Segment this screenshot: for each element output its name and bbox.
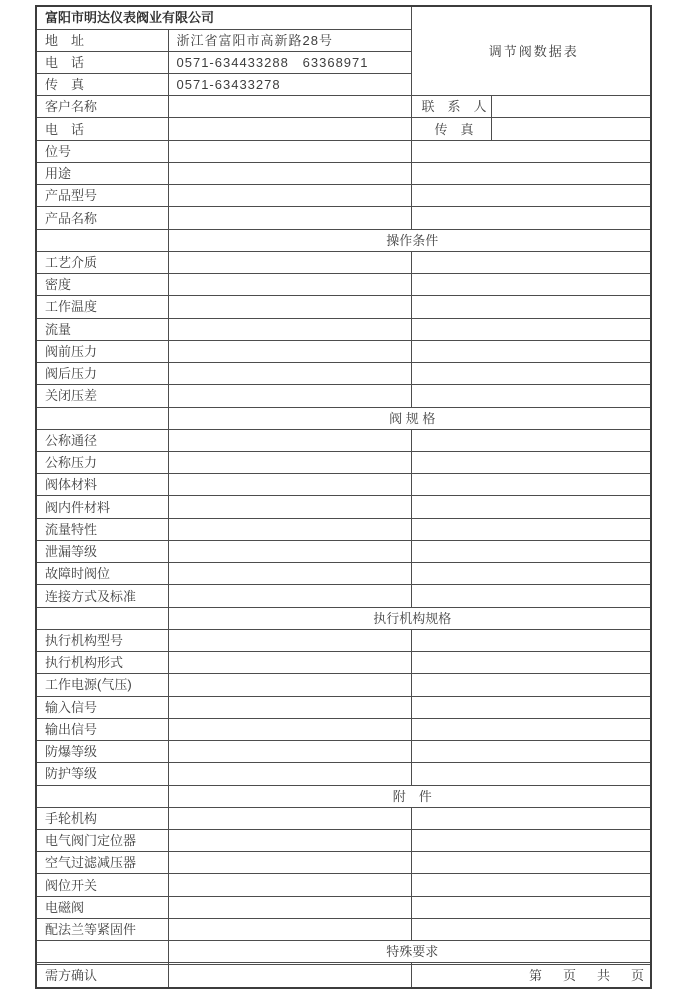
field-value — [411, 385, 651, 407]
field-value — [168, 451, 411, 473]
section-header: 特殊要求 — [168, 941, 651, 963]
table-row — [36, 964, 651, 988]
field-label: 传 真 — [411, 118, 491, 140]
field-label: 阀内件材料 — [36, 496, 168, 518]
field-label: 电磁阀 — [36, 896, 168, 918]
field-value — [411, 807, 651, 829]
empty-cell — [36, 785, 168, 807]
table-row — [36, 363, 651, 385]
document-title: 调节阀数据表 — [411, 6, 651, 96]
field-label: 公称通径 — [36, 429, 168, 451]
section-header: 操作条件 — [168, 229, 651, 251]
field-value — [168, 763, 411, 785]
field-label: 工艺介质 — [36, 251, 168, 273]
valve-datasheet — [35, 5, 652, 989]
field-value — [411, 585, 651, 607]
field-label: 泄漏等级 — [36, 540, 168, 562]
field-value — [168, 274, 411, 296]
company-name: 富阳市明达仪表阀业有限公司 — [36, 6, 411, 29]
field-label: 配法兰等紧固件 — [36, 918, 168, 940]
table-row — [36, 563, 651, 585]
field-value — [411, 896, 651, 918]
field-value — [411, 296, 651, 318]
field-value — [168, 563, 411, 585]
field-label: 手轮机构 — [36, 807, 168, 829]
field-label: 联 系 人 — [411, 96, 491, 118]
empty-cell — [36, 941, 168, 963]
field-value — [168, 496, 411, 518]
field-value — [168, 296, 411, 318]
table-row — [36, 741, 651, 763]
table-row — [36, 785, 651, 807]
field-value — [491, 96, 651, 118]
field-label: 输出信号 — [36, 718, 168, 740]
table-row — [36, 874, 651, 896]
field-value — [411, 318, 651, 340]
field-label: 电 话 — [36, 118, 168, 140]
field-value — [168, 829, 411, 851]
table-row — [36, 474, 651, 496]
field-value — [168, 140, 411, 162]
field-value — [168, 207, 411, 229]
table-row — [36, 540, 651, 562]
field-value — [411, 518, 651, 540]
field-value — [411, 629, 651, 651]
table-row — [36, 518, 651, 540]
field-label: 产品型号 — [36, 185, 168, 207]
table-row — [36, 429, 651, 451]
field-value: 浙江省富阳市高新路28号 — [168, 29, 411, 51]
field-value — [411, 162, 651, 184]
field-value — [411, 363, 651, 385]
field-value — [411, 874, 651, 896]
field-value — [411, 274, 651, 296]
table-row — [36, 451, 651, 473]
table-row — [36, 162, 651, 184]
empty-cell — [36, 229, 168, 251]
field-value — [411, 696, 651, 718]
field-value — [491, 118, 651, 140]
empty-cell — [36, 607, 168, 629]
table-row — [36, 229, 651, 251]
datasheet-table — [35, 5, 652, 989]
field-value — [411, 251, 651, 273]
section-header: 阀 规 格 — [168, 407, 651, 429]
table-row — [36, 6, 651, 29]
field-value — [168, 896, 411, 918]
field-label: 阀后压力 — [36, 363, 168, 385]
table-row — [36, 829, 651, 851]
field-label: 连接方式及标准 — [36, 585, 168, 607]
table-row — [36, 807, 651, 829]
table-row — [36, 607, 651, 629]
table-row — [36, 896, 651, 918]
field-value — [411, 763, 651, 785]
table-row — [36, 96, 651, 118]
field-label: 阀体材料 — [36, 474, 168, 496]
field-value — [411, 340, 651, 362]
empty-cell — [168, 964, 411, 988]
table-row — [36, 674, 651, 696]
field-label: 输入信号 — [36, 696, 168, 718]
field-label: 密度 — [36, 274, 168, 296]
field-value — [168, 718, 411, 740]
field-label: 电 话 — [36, 51, 168, 73]
field-value — [411, 718, 651, 740]
empty-cell — [36, 407, 168, 429]
field-label: 产品名称 — [36, 207, 168, 229]
table-row — [36, 629, 651, 651]
field-value — [168, 696, 411, 718]
field-value — [411, 852, 651, 874]
table-row — [36, 585, 651, 607]
field-label: 阀位开关 — [36, 874, 168, 896]
table-row — [36, 852, 651, 874]
field-label: 关闭压差 — [36, 385, 168, 407]
field-value — [168, 674, 411, 696]
field-value — [168, 540, 411, 562]
field-value — [168, 918, 411, 940]
field-value — [168, 318, 411, 340]
field-label: 电气阀门定位器 — [36, 829, 168, 851]
field-value — [168, 807, 411, 829]
field-label: 防护等级 — [36, 763, 168, 785]
field-value — [411, 474, 651, 496]
field-label: 执行机构型号 — [36, 629, 168, 651]
field-value — [411, 429, 651, 451]
field-value — [411, 496, 651, 518]
field-value — [168, 474, 411, 496]
field-label: 地 址 — [36, 29, 168, 51]
table-row — [36, 296, 651, 318]
table-row — [36, 318, 651, 340]
field-label: 用途 — [36, 162, 168, 184]
field-label: 工作温度 — [36, 296, 168, 318]
field-value — [411, 563, 651, 585]
field-value — [168, 96, 411, 118]
field-value — [411, 918, 651, 940]
field-value: 0571-634433288 63368971 — [168, 51, 411, 73]
field-value — [168, 118, 411, 140]
table-row — [36, 407, 651, 429]
field-label: 阀前压力 — [36, 340, 168, 362]
field-label: 防爆等级 — [36, 741, 168, 763]
field-value — [411, 652, 651, 674]
field-value — [411, 540, 651, 562]
field-value — [411, 185, 651, 207]
field-value — [168, 629, 411, 651]
field-value — [411, 674, 651, 696]
table-row — [36, 918, 651, 940]
field-value — [411, 140, 651, 162]
field-label: 公称压力 — [36, 451, 168, 473]
field-value — [168, 652, 411, 674]
table-row — [36, 696, 651, 718]
field-value — [411, 829, 651, 851]
field-value — [168, 741, 411, 763]
page-number-footer: 第 页 共 页 — [411, 964, 651, 988]
field-value — [411, 741, 651, 763]
field-value — [411, 207, 651, 229]
field-value — [168, 429, 411, 451]
field-value — [168, 162, 411, 184]
table-row — [36, 941, 651, 963]
table-row — [36, 496, 651, 518]
field-value — [168, 585, 411, 607]
field-label: 故障时阀位 — [36, 563, 168, 585]
table-row — [36, 140, 651, 162]
field-value — [168, 874, 411, 896]
table-row — [36, 718, 651, 740]
table-row — [36, 118, 651, 140]
field-label: 执行机构形式 — [36, 652, 168, 674]
field-value: 0571-63433278 — [168, 74, 411, 96]
table-row — [36, 251, 651, 273]
table-row — [36, 207, 651, 229]
table-row — [36, 652, 651, 674]
buyer-confirm-label: 需方确认 — [36, 964, 168, 988]
table-row — [36, 385, 651, 407]
field-label: 客户名称 — [36, 96, 168, 118]
section-header: 执行机构规格 — [168, 607, 651, 629]
field-label: 流量 — [36, 318, 168, 340]
field-value — [411, 451, 651, 473]
field-label: 流量特性 — [36, 518, 168, 540]
field-label: 空气过滤减压器 — [36, 852, 168, 874]
section-header: 附 件 — [168, 785, 651, 807]
table-row — [36, 340, 651, 362]
field-value — [168, 251, 411, 273]
field-value — [168, 363, 411, 385]
field-label: 工作电源(气压) — [36, 674, 168, 696]
field-value — [168, 385, 411, 407]
field-value — [168, 185, 411, 207]
table-row — [36, 763, 651, 785]
field-label: 位号 — [36, 140, 168, 162]
field-value — [168, 518, 411, 540]
table-row — [36, 185, 651, 207]
field-label: 传 真 — [36, 74, 168, 96]
field-value — [168, 340, 411, 362]
table-row — [36, 274, 651, 296]
field-value — [168, 852, 411, 874]
